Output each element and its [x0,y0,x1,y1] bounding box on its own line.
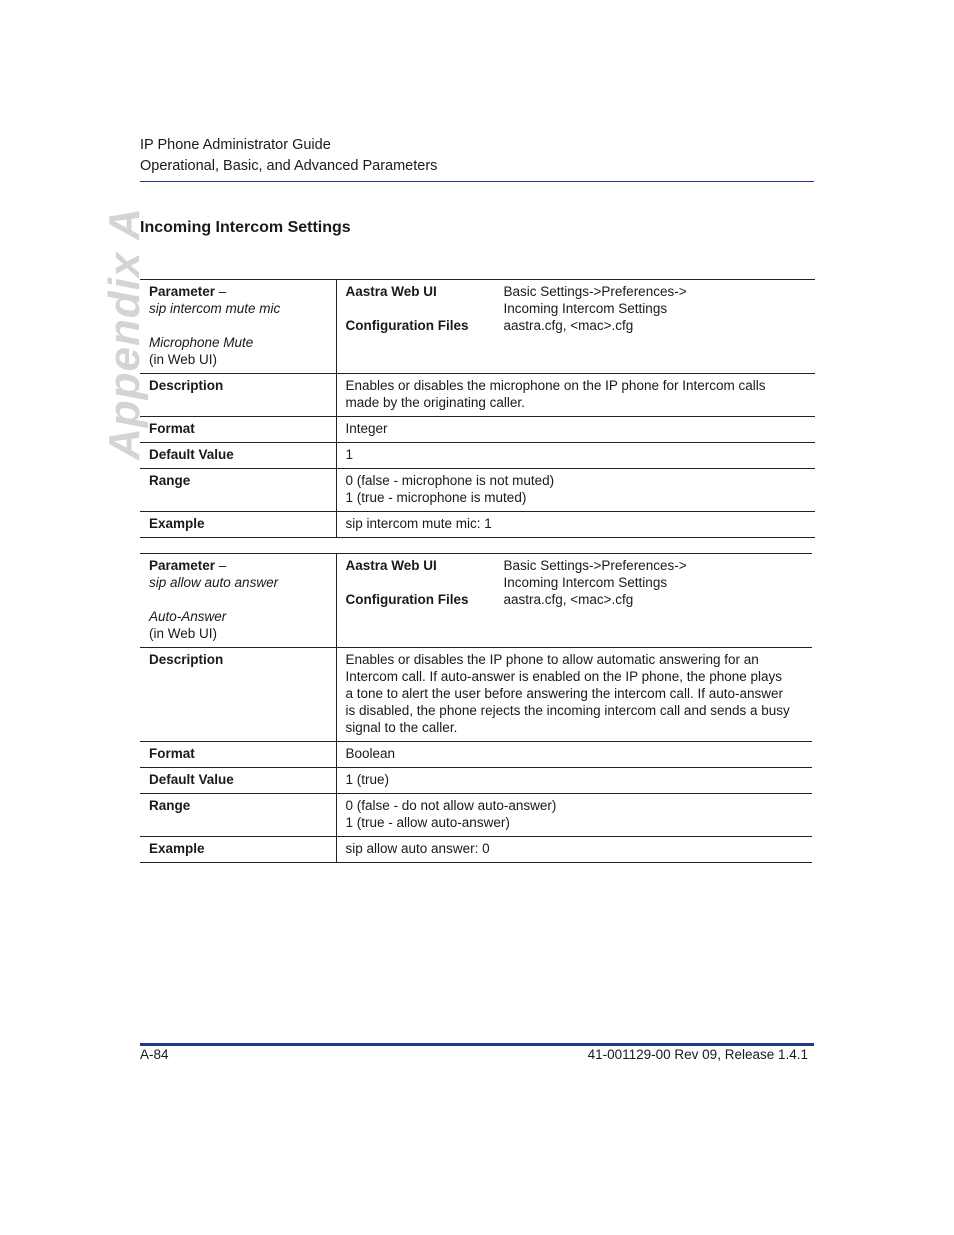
row-label-format: Format [140,742,336,768]
parameter-table-mute-mic [140,279,815,538]
header-divider [140,181,814,182]
param-dash: – [215,284,227,299]
web-ui-path-1: Basic Settings->Preferences-> [503,558,687,573]
row-label-example: Example [140,512,336,538]
table-row [140,794,812,837]
table-row [140,512,815,538]
table-row-parameter [140,280,815,374]
row-value-description [336,374,815,417]
config-files-label: Configuration Files [345,318,469,333]
row-value-range [336,469,815,512]
value-line: sip allow auto answer: 0 [345,841,490,856]
table-row [140,374,815,417]
row-label-range: Range [140,469,336,512]
row-label-default-value: Default Value [140,443,336,469]
row-label-example: Example [140,837,336,863]
header-title: IP Phone Administrator Guide [140,137,331,153]
footer-divider [140,1043,814,1046]
table-row [140,469,815,512]
header-subtitle: Operational, Basic, and Advanced Parameters [140,158,438,174]
table-row [140,417,815,443]
appendix-side-tab: Appendix A [100,207,149,460]
row-value-description [336,648,812,742]
table-row [140,837,812,863]
row-value-example [336,837,812,863]
row-value-format [336,417,815,443]
web-ui-label: Aastra Web UI [345,558,437,573]
value-line: Enables or disables the microphone on the IP phone for Intercom calls [345,378,766,393]
web-ui-name: Auto-Answer [149,609,227,624]
row-value-format [336,742,812,768]
page-header [140,135,437,177]
table-row [140,443,815,469]
value-line: sip intercom mute mic: 1 [345,516,492,531]
param-name: sip allow auto answer [149,575,279,590]
value-line: Intercom call. If auto-answer is enabled on the IP phone, the phone plays [345,669,783,684]
document-revision: 41-001129-00 Rev 09, Release 1.4.1 [587,1047,808,1062]
parameter-table-auto-answer [140,553,812,863]
web-ui-path-1: Basic Settings->Preferences-> [503,284,687,299]
web-ui-suffix: (in Web UI) [149,352,218,367]
section-title: Incoming Intercom Settings [140,219,351,236]
row-label-description: Description [140,648,336,742]
row-value-default-value [336,768,812,794]
param-name: sip intercom mute mic [149,301,281,316]
value-line: 0 (false - microphone is not muted) [345,473,555,488]
table-row [140,742,812,768]
value-line: signal to the caller. [345,720,458,735]
value-line: 0 (false - do not allow auto-answer) [345,798,557,813]
row-label-range: Range [140,794,336,837]
value-line: 1 [345,447,354,462]
value-line: 1 (true - microphone is muted) [345,490,527,505]
row-label-default-value: Default Value [140,768,336,794]
web-ui-path-2: Incoming Intercom Settings [503,301,668,316]
web-ui-suffix: (in Web UI) [149,626,218,641]
param-dash: – [215,558,227,573]
value-line: a tone to alert the user before answering the intercom call. If auto-answer [345,686,783,701]
value-line: made by the originating caller. [345,395,525,410]
value-line: 1 (true - allow auto-answer) [345,815,510,830]
row-value-example [336,512,815,538]
table-row [140,768,812,794]
config-files-label: Configuration Files [345,592,469,607]
value-line: is disabled, the phone rejects the incoming intercom call and sends a busy [345,703,790,718]
web-ui-name: Microphone Mute [149,335,254,350]
value-line: 1 (true) [345,772,390,787]
config-files-value: aastra.cfg, <mac>.cfg [503,592,634,607]
web-ui-path-2: Incoming Intercom Settings [503,575,668,590]
row-value-default-value [336,443,815,469]
value-line: Integer [345,421,388,436]
page-number: A-84 [140,1047,169,1062]
param-label: Parameter [149,284,216,299]
param-label: Parameter [149,558,216,573]
table-row-parameter [140,554,812,648]
config-files-value: aastra.cfg, <mac>.cfg [503,318,634,333]
row-value-range [336,794,812,837]
row-label-format: Format [140,417,336,443]
value-line: Enables or disables the IP phone to allow automatic answering for an [345,652,759,667]
value-line: Boolean [345,746,396,761]
table-row [140,648,812,742]
row-label-description: Description [140,374,336,417]
web-ui-label: Aastra Web UI [345,284,437,299]
